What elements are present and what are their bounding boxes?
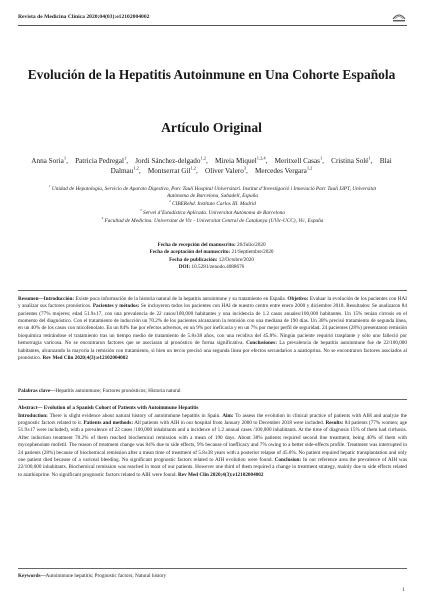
author-name: Jordi Sánchez-delgado$^{1,2}$ — [135, 155, 207, 165]
author-name: Anna Soria$^1$ — [31, 155, 67, 165]
affiliation: $^2$ CIBERehd. Instituto Carlos III. Madrid — [169, 199, 256, 208]
author-list: Anna Soria$^1$, Patricia Pedregal$^1$, Jordi Sánchez-delgado$^{1,2}$, Mireia Miquel$^{1,2,4}$, Meritxell Casas$^1$, Cristina Solé$^1$, Blai Dalmau$^{1,2}$, Montserrat Gil$^{1,2}$, Oliver Valero$^3$, Mercedes Vergara$^{1,2}$ — [31, 155, 392, 175]
page-number: 1 — [402, 587, 405, 593]
received-date-line: Fecha de recepción del manuscrito: 26/Julio/2020 — [157, 242, 266, 248]
affiliation: $^1$ Unidad de Hepatología, Servicio de Aparato Digestivo, Parc Taulí Hospital Universitari. Institut d’Investigació i Innovació Parc Taulí I3PT, Universitat Autònoma de Barcelona, Sabadell, España — [48, 184, 377, 199]
author-name: Montserrat Gil$^{1,2}$ — [147, 165, 197, 175]
author-name: Blai Dalmau$^{1,2}$ — [110, 157, 392, 175]
affiliation: $^4$ Facultad de Medicina. Universitat de Vic - Universitat Central de Catalunya (UVic-UCC), Vic, España — [101, 216, 324, 225]
author-name: Patricia Pedregal$^1$ — [75, 155, 127, 165]
abstract-es-text: Existe poca información de la historia natural de la hepatitis autoinmune y su tratamiento en España. Objetivo: Evaluar la evolución de los pacientes con HAI y analizar sus factores pronósticos. Pacientes y métodos: Se incluyeron todos los pacientes con HAI de nuestro centro entre enero 2000 y diciembre 2018. Resultados: Se analizaron 84 pacientes (77% mujeres; edad 51.9±17, con una prevalencia de 22 casos/100,000 habitantes y una incidencia de 1.2 casos anuales/100,000 habitantes. Un 15% tenían cirrosis en el momento del diagnóstico. Con el tratamiento de inducción un 70.2% de los pacientes alcanzaron la remisión con una mediana de 190 días. Un 38% precisó tratamiento de segunda línea, en un 40% de los casos con micofenolato. En un 84% fue por efectos adversos, en un 9% por ineficacia y en un 7% por mejor perfil de seguridad. 24 pacientes (28%) presentaron remisión bioquímica retirándose el tratamiento tras un tiempo medio de tratamiento de 5.8±38 años, con una recidiva del 45.8%. Ningún paciente requirió trasplante y sólo uno falleció por hemorragia varicosa. No se encontraron factores que se asociaran al pronóstico de forma significativa. Conclusiones: La prevalencia de hepatitis autoinmune fue de 22/100,000 habitantes, alcanzando la mayoría la remisión con tratamiento, si bien un tercio precisó una segunda línea por efectos secundarios a azatioprina. No se encontraron factores asociados al pronóstico. Rev Med Clin 2020;4(3):e12102004002 — [18, 296, 407, 361]
affiliation: $^3$ Servei d’Estadística Aplicada. Universitat Autònoma de Barcelona — [140, 208, 285, 216]
article-title: Evolución de la Hepatitis Autoinmune en Una Cohorte Española — [27, 67, 396, 82]
article-type: Artículo Original — [161, 120, 262, 135]
manuscript-dates — [0, 242, 423, 271]
section-rule — [18, 568, 407, 569]
header-rule — [18, 25, 407, 26]
abstract-spanish — [18, 296, 407, 362]
keywords-english: Keywords—Autoimmune hepatitis; Prognostic factors; Natural history — [18, 573, 167, 579]
published-date-line: Fecha de publicación: 12/Octubre/2020 — [169, 256, 254, 263]
abstract-es-heading: Resumen—Introducción: — [18, 296, 75, 302]
section-rule — [18, 399, 407, 400]
keywords-spanish: Palabras clave—Hepatitis autoinmune; Factores pronósticos; Historia natural — [18, 388, 181, 394]
abstract-en-heading: Abstract— Evolution of a Spanish Cohort of Patients with Autoimmune Hepatitis — [18, 405, 199, 411]
section-rule — [18, 290, 407, 291]
running-head: Revista de Medicina Clínica 2020;04(03):e12102004002 — [18, 14, 150, 20]
abstract-english — [18, 405, 407, 479]
affiliation-list — [40, 186, 385, 227]
author-name: Mercedes Vergara$^{1,2}$ — [255, 165, 313, 175]
abstract-en-text: Introduction: There is slight evidence about natural history of autoimmune hepatitis in Spain. Aim: To assess the evolution in clinical practice of patients with AIH and analyze the prognostic factors related to it. Patients and methods: All patients with AIH in our hospital from January 2000 to December 2018 were included. Results: 84 patients (77% women; age 51.9±17 were included), with a prevalence of 22 cases /100,000 inhabitants and a incidence of 1.2 annual cases /100,000 inhabitants. At the time of diagnosis 15% of them had cirrhosis. After induction treatment 70.2% of them reached biochemical remission with a mean of 190 days. About 38% patients required second line treatment, being 40% of them with mycophenolate mofetil. The reason of treatment change was 84% due to side effects, 9% because of inefficacy and 7% owing to a better side-effects profile. Treatment was interrupted in 24 patients (28%) because of biochemical remission after a mean time of treatment of 5.8±38 years with a posterior relapse of 45.8%. No patient required hepatic transplantation and only one patient died because of a variceal bleeding. No significant prognostic factors related to AIH evolution were found. Conclusion: In our reference area the prevalence of AIH was 22/100,000 inhabitants. Biochemical remission was reached in most of our patients. However one third of them required a change in treatment strategy, mainly due to side effects related to azathioprine. No significant prognostic factors related to AIH were found. Rev Med Clin 2020;4(3):e12102004002 — [18, 412, 407, 478]
doi-line[interactable]: DOI: 10.5281/zenodo.4088676 — [178, 263, 245, 270]
accepted-date-line: Fecha de aceptación del manuscrito: 21/Septiembre/2020 — [149, 249, 274, 256]
author-name: Cristina Solé$^1$ — [331, 155, 371, 165]
author-name: Oliver Valero$^3$ — [205, 165, 247, 175]
journal-logo-icon — [391, 10, 407, 24]
author-name: Meritxell Casas$^1$ — [274, 155, 323, 165]
author-name: Mireia Miquel$^{1,2,4}$ — [215, 155, 266, 165]
